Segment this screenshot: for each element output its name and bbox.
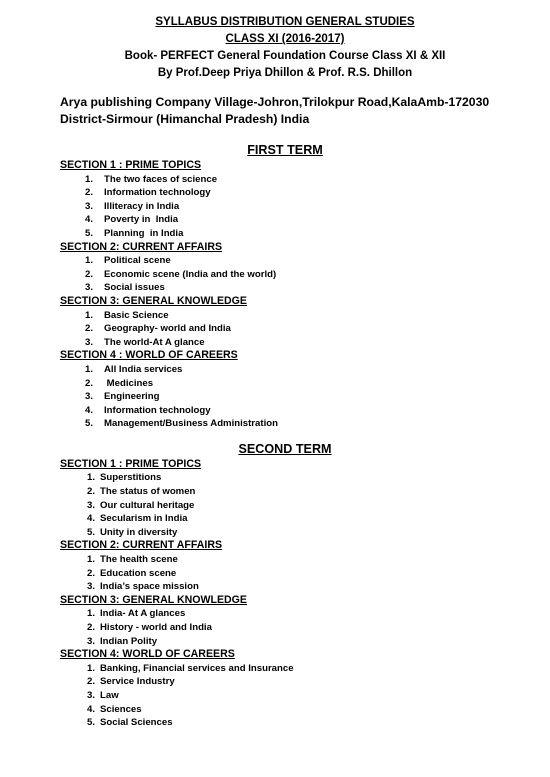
list-item <box>60 580 510 594</box>
item-number: 1. <box>87 662 96 674</box>
item-number: 3. <box>87 689 96 701</box>
section-title: SECTION 3: GENERAL KNOWLEDGE <box>60 593 247 606</box>
item-text: Education scene <box>100 567 177 579</box>
item-number: 3. <box>87 581 96 593</box>
list-item <box>60 526 510 540</box>
item-number: 3. <box>85 282 94 294</box>
item-number: 3. <box>87 499 96 511</box>
item-number: 3. <box>85 336 94 348</box>
section-topic-list <box>60 363 510 431</box>
item-number: 1. <box>87 608 96 620</box>
item-number: 5. <box>87 717 96 729</box>
item-text: Planning in India <box>104 227 184 239</box>
section-topic-list <box>60 173 510 241</box>
section-title: SECTION 1 : PRIME TOPICS <box>60 159 202 171</box>
item-text: Economic scene (India and the world) <box>104 268 277 280</box>
section-title: SECTION 2: CURRENT AFFAIRS <box>60 240 223 253</box>
item-number: 4. <box>87 703 96 715</box>
list-item <box>60 254 510 268</box>
item-text: Poverty in India <box>104 214 179 226</box>
item-text: Social Sciences <box>100 717 173 729</box>
list-item <box>60 716 510 730</box>
item-number: 3. <box>87 635 96 647</box>
item-number: 2. <box>87 622 96 633</box>
item-number: 4. <box>87 513 96 525</box>
section-title: SECTION 1 : PRIME TOPICS <box>60 457 202 470</box>
list-item <box>60 621 510 635</box>
item-text: History - world and India <box>100 622 212 633</box>
item-text: Information technology <box>104 187 211 199</box>
item-text: Service Industry <box>100 676 175 688</box>
list-item <box>60 662 510 676</box>
item-text: India- At A glances <box>100 608 186 620</box>
list-item <box>60 567 510 581</box>
list-item <box>60 281 510 295</box>
item-text: India’s space mission <box>100 581 199 593</box>
list-item <box>60 322 510 336</box>
list-item <box>60 689 510 703</box>
list-item <box>60 417 510 431</box>
section-topic-list <box>60 471 510 539</box>
publisher-line-1: Arya publishing Company Village-Johron,Trilokpur Road,KalaAmb-172030 <box>60 95 490 109</box>
item-text: Social issues <box>104 282 165 294</box>
item-number: 1. <box>85 173 94 185</box>
term-title: FIRST TERM <box>247 143 323 157</box>
item-text: Superstitions <box>100 472 162 484</box>
item-number: 4. <box>85 214 94 226</box>
item-number: 2. <box>87 486 96 498</box>
item-text: Medicines <box>104 377 154 389</box>
list-item <box>60 363 510 377</box>
list-item <box>60 390 510 404</box>
authors: By Prof.Deep Priya Dhillon & Prof. R.S. Dhillon <box>157 67 413 79</box>
section-topic-list <box>60 553 510 594</box>
item-number: 5. <box>87 526 96 538</box>
list-item <box>60 485 510 499</box>
list-item <box>60 336 510 350</box>
item-text: Our cultural heritage <box>100 499 195 511</box>
list-item <box>60 309 510 323</box>
item-number: 2. <box>87 567 96 579</box>
item-number: 1. <box>85 363 94 375</box>
item-text: The status of women <box>100 486 196 498</box>
section-title: SECTION 2: CURRENT AFFAIRS <box>60 539 223 552</box>
item-number: 1. <box>85 309 94 321</box>
list-item <box>60 471 510 485</box>
item-text: The world-At A glance <box>104 336 205 348</box>
list-item <box>60 635 510 649</box>
terms-container <box>60 142 510 730</box>
list-item <box>60 227 510 241</box>
section-title: SECTION 3: GENERAL KNOWLEDGE <box>60 294 247 307</box>
section-topic-list <box>60 309 510 350</box>
item-text: Unity in diversity <box>100 526 178 538</box>
item-number: 2. <box>85 268 94 280</box>
term-title: SECOND TERM <box>238 441 332 456</box>
item-number: 5. <box>85 418 94 430</box>
doc-title: SYLLABUS DISTRIBUTION GENERAL STUDIES <box>155 16 415 28</box>
list-item <box>60 377 510 391</box>
list-item <box>60 675 510 689</box>
list-item <box>60 200 510 214</box>
item-text: The two faces of science <box>104 173 218 185</box>
class-year: CLASS XI (2016-2017) <box>225 33 345 45</box>
list-item <box>60 703 510 717</box>
list-item <box>60 607 510 621</box>
list-item <box>60 499 510 513</box>
list-item <box>60 173 510 187</box>
list-item <box>60 404 510 418</box>
item-text: Management/Business Administration <box>104 418 278 430</box>
item-text: Political scene <box>104 255 171 267</box>
list-item <box>60 268 510 282</box>
list-item <box>60 186 510 200</box>
publisher-line-2: District-Sirmour (Himanchal Pradesh) India <box>60 112 310 126</box>
item-number: 5. <box>85 227 94 239</box>
item-text: Banking, Financial services and Insurance <box>100 662 294 674</box>
list-item <box>60 553 510 567</box>
section-topic-list <box>60 662 510 730</box>
item-text: Information technology <box>104 404 211 416</box>
item-number: 2. <box>85 187 94 199</box>
term-block <box>60 441 510 730</box>
item-text: The health scene <box>100 554 178 566</box>
section-topic-list <box>60 607 510 648</box>
section-title: SECTION 4: WORLD OF CAREERS <box>60 648 235 661</box>
item-text: Secularism in India <box>100 513 188 525</box>
list-item <box>60 213 510 227</box>
book-title: Book- PERFECT General Foundation Course Class XI & XII <box>124 50 446 62</box>
item-text: Sciences <box>100 703 142 715</box>
item-text: All India services <box>104 363 183 375</box>
item-number: 1. <box>87 554 96 566</box>
item-number: 1. <box>87 472 96 484</box>
term-block <box>60 142 510 431</box>
publisher-address <box>60 94 510 128</box>
item-text: Engineering <box>104 391 160 403</box>
item-text: Law <box>100 689 119 701</box>
list-item <box>60 512 510 526</box>
item-number: 3. <box>85 391 94 403</box>
section-topic-list <box>60 254 510 295</box>
item-number: 1. <box>85 255 94 267</box>
item-number: 2. <box>87 676 96 688</box>
item-text: Geography- world and India <box>104 323 231 335</box>
item-number: 2. <box>85 323 94 335</box>
item-number: 4. <box>85 404 94 416</box>
item-number: 3. <box>85 200 94 212</box>
item-text: Indian Polity <box>100 635 158 647</box>
item-number: 2. <box>85 377 94 389</box>
item-text: Basic Science <box>104 309 169 321</box>
section-title: SECTION 4 : WORLD OF CAREERS <box>60 349 238 362</box>
item-text: Illiteracy in India <box>104 200 180 212</box>
